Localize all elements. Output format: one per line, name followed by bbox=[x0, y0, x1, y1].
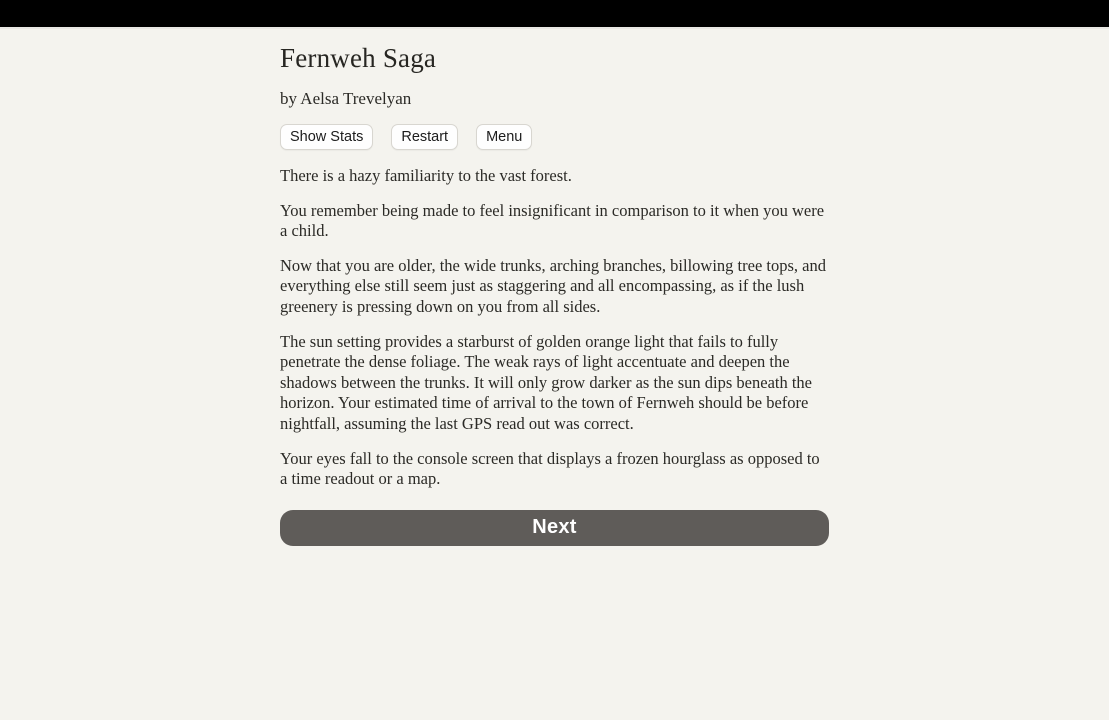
story-paragraph: Now that you are older, the wide trunks, arching branches, billowing tree tops, and everything else still seem just as staggering and all encompassing, as if the lush greenery is pressing down on you from all sides. bbox=[280, 255, 826, 316]
story-paragraph: Your eyes fall to the console screen that displays a frozen hourglass as opposed to a time readout or a map. bbox=[280, 448, 820, 489]
story-text bbox=[280, 166, 829, 490]
story-page bbox=[280, 29, 829, 546]
menu-button[interactable]: Menu bbox=[476, 124, 532, 150]
page-title: Fernweh Saga bbox=[280, 43, 437, 73]
next-button[interactable]: Next bbox=[280, 510, 829, 546]
restart-button[interactable]: Restart bbox=[391, 124, 458, 150]
toolbar bbox=[280, 124, 829, 150]
show-stats-button[interactable]: Show Stats bbox=[280, 124, 373, 150]
author-byline: by Aelsa Trevelyan bbox=[280, 89, 412, 108]
story-paragraph: The sun setting provides a starburst of golden orange light that fails to fully penetrate the dense foliage. The weak rays of light accentuate and deepen the shadows between the trunks. It will only grow darker as the sun dips beneath the horizon. Your estimated time of arrival to the town of Fernweh should be before nightfall, assuming the last GPS read out was correct. bbox=[280, 331, 813, 433]
top-black-bar bbox=[0, 0, 1109, 29]
story-paragraph: There is a hazy familiarity to the vast forest. bbox=[280, 166, 572, 185]
story-paragraph: You remember being made to feel insignificant in comparison to it when you were a child. bbox=[280, 200, 825, 241]
